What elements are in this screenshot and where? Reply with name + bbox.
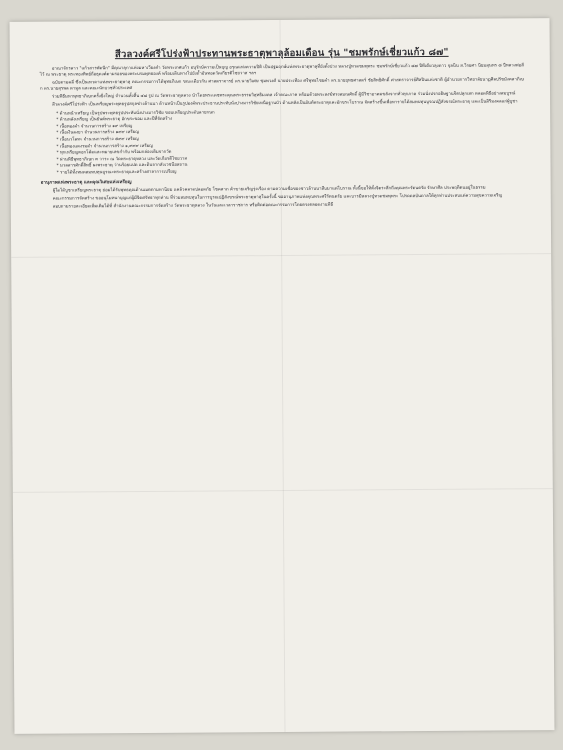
closing-paragraph-1: ผู้ใดได้บูชาเหรียญพระธาตุ ย่อมได้รับพุทธคุณด้านเมตตามหานิยม แคล้วคลาดปลอดภัย โชคลาภ ค้าขายเจริญรุ่งเรือง ตามความเชื่อของชาวล้านนาสืบมาแต่โบราณ ทั้งนี้ขอให้ตั้งจิตระลึกถึงคุณพระรัตนตรัย รักษาศีล ประพฤติตนอยู่ในธรรม bbox=[52, 185, 486, 194]
bullet-list bbox=[40, 108, 524, 177]
paragraph-1: อาณาจักรลาว "แก้วสารพัดนึก" มีคุณาลุกาแห่งมหาเวียงคำ วัดพระเกศแก้ว อนุรักษ์ความเป็นบุญ อรุณแห่งความปิติ เป็นปฐมฤกษ์แห่งพระธาตุพาลุที่ยังตั้งปวง หลวงปู่ทวดชมพุพระ ชมพรักษ์เชี่ยวแก้ว ๘๗ ปีทีเดียวลุงดาว จุลนิน ส.วิรยศา นิยมสุนทร ๘ ปีหลวงพ่อสีไว้ ณ พระธาตุ พระทองทิพย์ถือธุดงค์ตามรอยของพระบรมพุทธองค์ พร้อมเดินทางไปยังถ้ำอันทอดวัดเกียรติไชยวาส ฯลฯ bbox=[39, 63, 524, 78]
bullet-item: * ด้านหน้าเหรียญ เป็นรูปพระพุทธรูปประทับนั่งปางมารวิชัย ขอบเหรียญประดับลายกนก bbox=[56, 110, 215, 117]
bullet-item: * ทุกเหรียญตอกโค้ดและหมายเลขกำกับ พร้อมกล่องเดิมจากวัด bbox=[56, 149, 172, 156]
bullet-item: * มวลสารศักดิ์สิทธิ์ ผงพระธาตุ ว่านร้อยแปด และดินจากสังเวชนียสถาน bbox=[56, 162, 188, 169]
bullet-item: * ผ่านพิธีพุทธาภิเษก ๓ วาระ ณ วัดพระธาตุหลวง และวัดเกียรติไชยวาส bbox=[56, 156, 188, 163]
document-title: สีวลวงค์ศรีโปร่งฟ้าประทานพระธาตุพาลุล้อมเดือน รุ่น "ชมพรักษ์เชี่ยวแก้ว ๘๗" bbox=[114, 46, 449, 61]
document-body bbox=[40, 44, 529, 723]
bullet-item: * ด้านหลังเหรียญ เป็นยันต์พระธาตุ อักขระขอม และปีที่จัดสร้าง bbox=[56, 116, 173, 123]
bullet-item: * เนื้อทองคำ จำนวนการสร้าง ๑๙ เหรียญ bbox=[56, 123, 133, 130]
section-subheading: อานุภาพแห่งพระธาตุ และคุณวิเศษแห่งเหรียญ bbox=[40, 180, 132, 186]
document-page bbox=[10, 18, 555, 734]
paragraph-2: ฉบับตามคลี่ ซึ่งเป็นเทวดาแห่งพระธาตุพาลุ คณะกรรมการได้พุทธภิเษก ขณะเดียวกัน ศาสตราจารย์ ดร.นายวิเศษ ชุมพวงศ์ นายประเทือง ศรีพุทธไชยคำ ดร.นายยุทธศาสตร์ ชัยสิทธิศักดิ์ ศาสตราจารย์ศิลปินแห่งชาติ ผู้อำนวยการวิทยาลัยนาฏศิลปรัชมังคลาภิเษก ดร.นายสุรพล ตามูล และคณะนักบวชทั่วประเทศ bbox=[39, 77, 524, 92]
closing-paragraph-2: คณะกรรมการจัดสร้าง ขออนุโมทนาบุญแก่ผู้มีจิตศรัทธาทุกท่าน ที่ร่วมสมทบทุนในการบูรณปฏิสังขรณ์พระธาตุพาลุในครั้งนี้ ขออานุภาพแห่งคุณพระศรีรัตนตรัย และบารมีหลวงปู่ทวดชมพุพระ โปรดดลบันดาลให้ทุกท่านประสบแต่ความสุขความเจริญ bbox=[52, 193, 503, 202]
bullet-item: * รายได้ทั้งหมดสมทบทุนบูรณะพระธาตุและสร้างศาลาการเปรียญ bbox=[56, 169, 177, 176]
bullet-item: * เนื้อนวโลหะ จำนวนการสร้าง ๕๙๙ เหรียญ bbox=[56, 136, 139, 143]
closing-paragraph-3: สอบถามรายละเอียดเพิ่มเติมได้ที่ สำนักงานคณะกรรมการจัดสร้าง วัดพระธาตุหลวง ในวันและเวลาราชการ หรือติดต่อคณะกรรมการโดยตรงตลอดงานพิธี bbox=[52, 202, 334, 210]
paragraph-3: ร่วมพิธีมหาพุทธาภิเษกครั้งยิ่งใหญ่ จำนวนทั้งสิ้น ๔๘ รูป ณ วัดพระธาตุหลวง นำโดยพระเดชพระคุณพระธรรมวิสุทธิมงคล เจ้าคณะภาค พร้อมด้วยพระสงฆ์ทรงสมณศักดิ์ ผู้มีวิชาอาคมขลังจากทั่วทุกภาค ร่วมนั่งปรกอธิษฐานจิตปลุกเสก ตลอดพิธีอย่างสมบูรณ์ bbox=[52, 91, 516, 100]
paragraph-4: สีวลวงค์ศรีโปร่งฟ้า เป็นเหรียญพระพุทธรูปสกุลช่างล้านนา ด้านหน้าเป็นรูปองค์พระประธานประทับนั่งปางมารวิชัยเหนือฐานบัว ด้านหลังเป็นยันต์พระธาตุและอักขระโบราณ จัดสร้างขึ้นเพื่อหารายได้สมทบทุนบูรณปฏิสังขรณ์พระธาตุ และเป็นสิริมงคลแก่ผู้บูชา bbox=[52, 99, 518, 109]
bullet-item: * เนื้อทองแดงรมดำ จำนวนการสร้าง ๑,๙๙๙ เหรียญ bbox=[56, 143, 153, 150]
bullet-item: * เนื้อเงินลงยา จำนวนการสร้าง ๑๙๙ เหรียญ bbox=[56, 130, 139, 136]
